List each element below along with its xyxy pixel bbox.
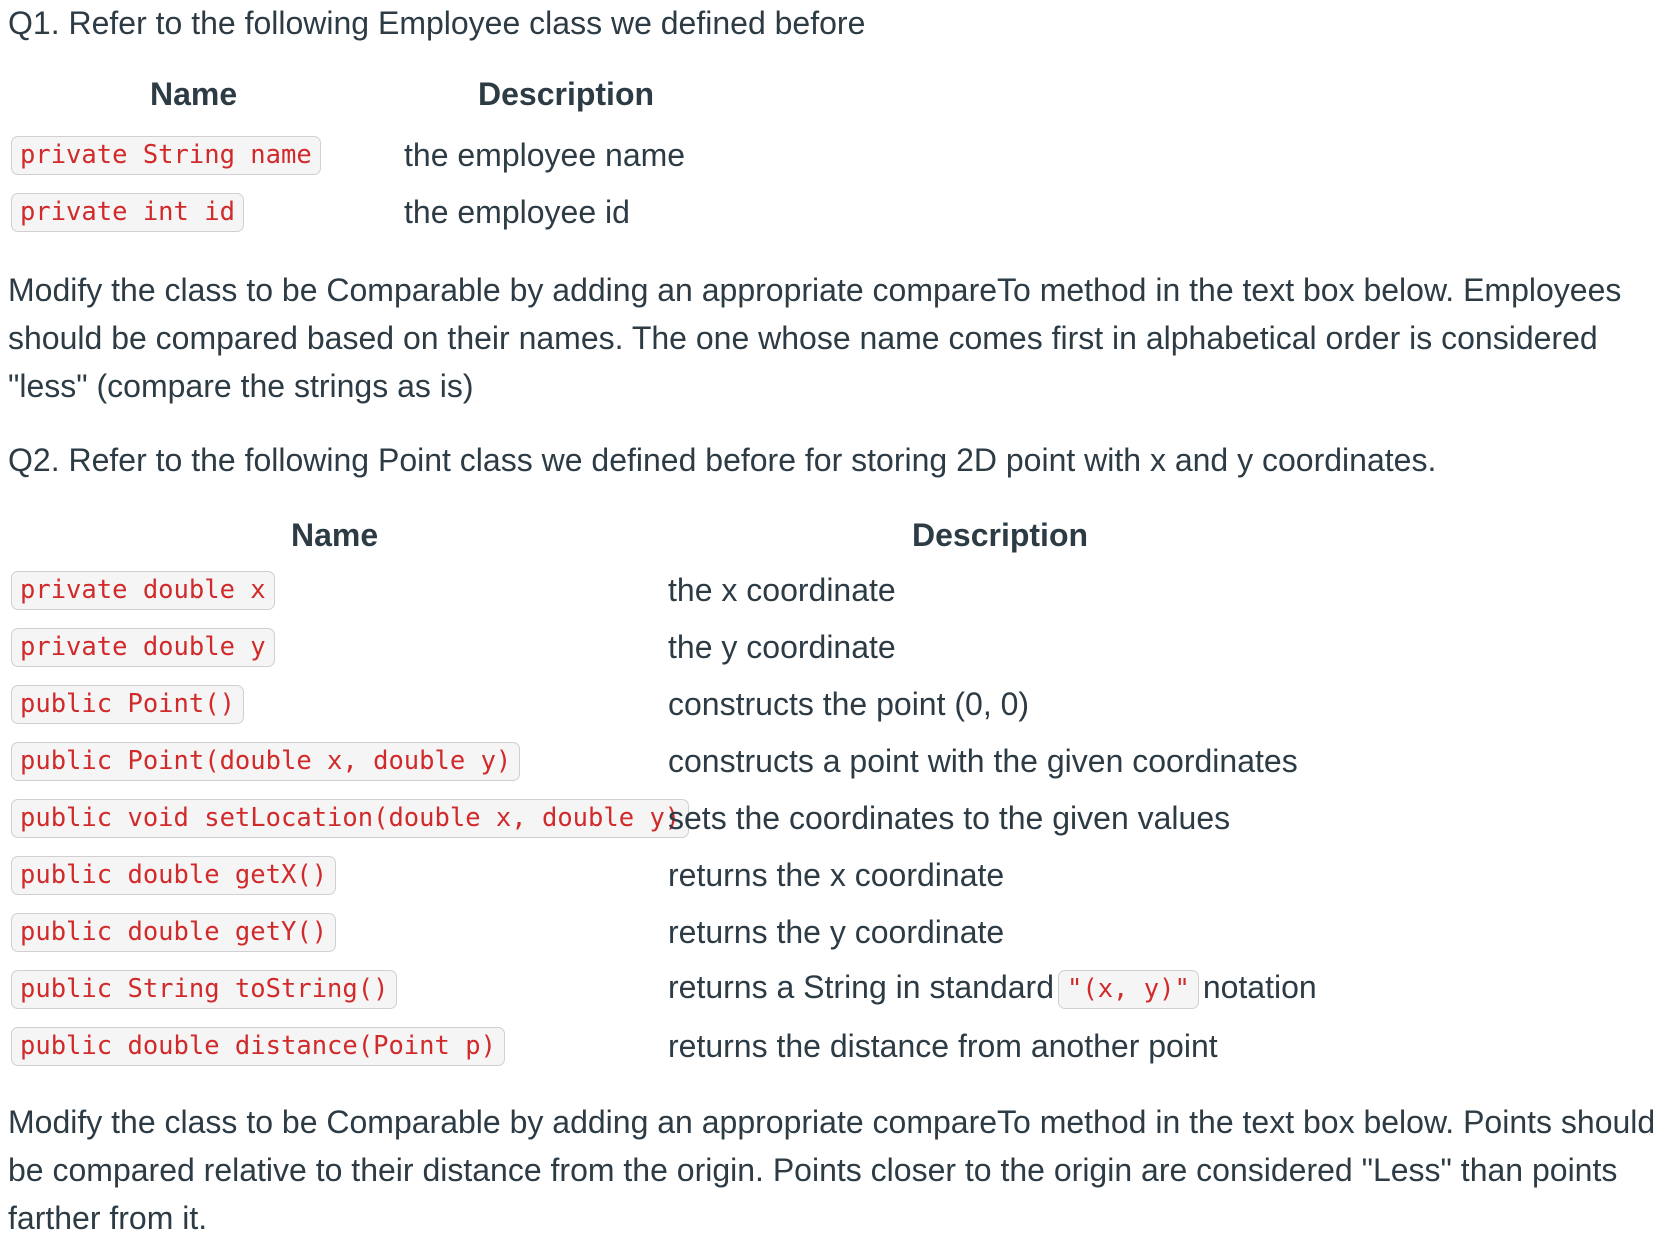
q1-header-description: Description: [478, 76, 655, 112]
q2-row-name: public Point(double x, double y): [11, 742, 520, 781]
q2-row-description: returns the distance from another point: [668, 1028, 1218, 1064]
q1-row-name: private int id: [11, 193, 244, 232]
q2-row-description: constructs the point (0, 0): [668, 686, 1030, 722]
q2-row-name: public double getY(): [11, 913, 336, 952]
q2-row-description: the x coordinate: [668, 572, 896, 608]
q2-row-name: public double getX(): [11, 856, 336, 895]
q2-header-description: Description: [912, 517, 1089, 553]
q2-row-name: private double x: [11, 571, 275, 610]
q2-row-description: sets the coordinates to the given values: [668, 800, 1231, 836]
q1-row-description: the employee name: [404, 137, 686, 173]
q1-instructions: Modify the class to be Comparable by adding an appropriate compareTo method in the text box below. Employees should be compared based on their names. The one whose name comes first in alphabetical order is considered "less" (compare the strings as is): [8, 272, 1622, 404]
q2-row-name: public void setLocation(double x, double y): [11, 799, 689, 838]
q2-row-description: constructs a point with the given coordinates: [668, 743, 1298, 779]
q2-row-name: private double y: [11, 628, 275, 667]
q1-row-name: private String name: [11, 136, 321, 175]
q2-row-description: the y coordinate: [668, 629, 896, 665]
q1-row-description: the employee id: [404, 194, 630, 230]
q1-title: Q1. Refer to the following Employee class we defined before: [8, 5, 866, 41]
q2-row-name: public double distance(Point p): [11, 1027, 505, 1066]
q2-row-name: public String toString(): [11, 970, 397, 1009]
q2-row-description: returns the x coordinate: [668, 857, 1005, 893]
q2-row-description: [668, 968, 1317, 1009]
q2-title: Q2. Refer to the following Point class we defined before for storing 2D point with x and y coordinates.: [8, 442, 1437, 478]
q2-row-description-code: "(x, y)": [1058, 970, 1199, 1009]
q2-row-name: public Point(): [11, 685, 244, 724]
q2-row-description: returns the y coordinate: [668, 914, 1005, 950]
q2-row-description-suffix: notation: [1202, 969, 1317, 1005]
q2-header-name: Name: [291, 517, 379, 553]
q2-row-description-prefix: returns a String in standard: [668, 969, 1054, 1005]
q1-header-name: Name: [150, 76, 238, 112]
q2-instructions: Modify the class to be Comparable by adding an appropriate compareTo method in the text box below. Points should be compared relative to their distance from the origin. Points closer to the origin are considered "Less" than points farther from it.: [8, 1104, 1656, 1236]
